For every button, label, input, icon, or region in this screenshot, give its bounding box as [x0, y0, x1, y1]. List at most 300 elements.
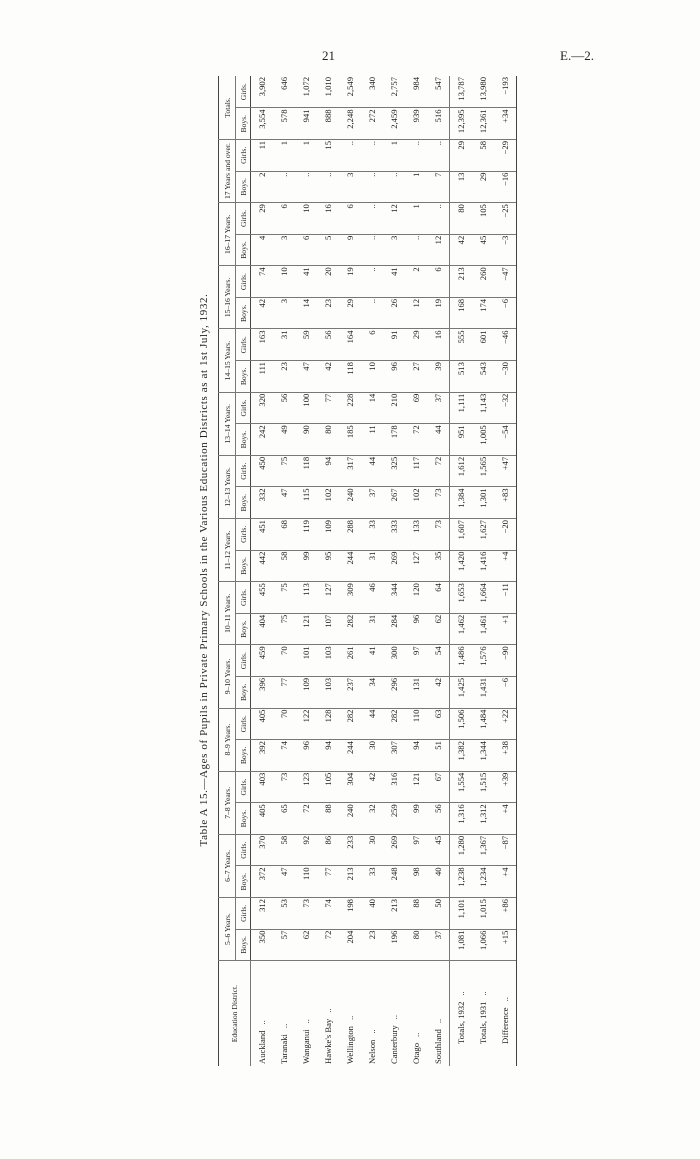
district-label: Otago [411, 1042, 421, 1064]
table-cell: 62 [427, 613, 450, 645]
table-cell: 73 [427, 519, 450, 551]
table-cell: 57 [273, 929, 295, 961]
table-cell: −193 [494, 76, 517, 108]
table-cell: 392 [251, 740, 274, 772]
table-cell: 58 [273, 834, 295, 866]
table-cell: 75 [273, 613, 295, 645]
district-name [450, 961, 473, 1066]
table-cell: 73 [295, 898, 317, 930]
table-cell: 29 [450, 140, 473, 172]
table-title: Table A 15.—Ages of Pupils in Private Primary Schools in the Various Education Districts as at 1st July, 1932. [198, 293, 210, 847]
table-cell: 74 [317, 898, 339, 930]
district-name [361, 961, 383, 1066]
dot-leader: .. [367, 1029, 377, 1034]
table-cell: 2,549 [339, 76, 361, 108]
table-cell: 80 [405, 929, 427, 961]
table-cell: −11 [494, 582, 517, 614]
table-cell: 23 [361, 929, 383, 961]
table-cell: 9 [339, 234, 361, 266]
age-group-header: 11–12 Years. [219, 519, 236, 582]
district-label: Wanganui [301, 1029, 311, 1064]
table-cell: 77 [317, 866, 339, 898]
girls-header: Girls. [236, 898, 251, 930]
table-cell: 97 [405, 834, 427, 866]
age-group-header: 9–10 Years. [219, 645, 236, 708]
table-cell: 92 [295, 834, 317, 866]
table-cell: 42 [427, 676, 450, 708]
table-cell: .. [427, 140, 450, 172]
table-cell: 242 [251, 424, 274, 456]
table-cell: 16 [317, 203, 339, 235]
table-cell: 1 [405, 203, 427, 235]
table-cell: 10 [295, 203, 317, 235]
table-cell: .. [405, 140, 427, 172]
district-label: Totals, 1932 [456, 1001, 466, 1044]
table-cell: 282 [339, 613, 361, 645]
table-cell: 1,316 [450, 803, 473, 835]
table-cell: 10 [361, 361, 383, 393]
table-cell: 77 [317, 392, 339, 424]
table-cell: 80 [450, 203, 473, 235]
table-cell: 46 [361, 582, 383, 614]
table-cell: −54 [494, 424, 517, 456]
table-cell: 451 [251, 519, 274, 551]
dot-leader: .. [279, 1023, 289, 1029]
table-cell: 103 [317, 645, 339, 677]
table-cell: 19 [339, 266, 361, 298]
table-cell: 29 [472, 171, 494, 203]
table-cell: 54 [427, 645, 450, 677]
table-cell: 404 [251, 613, 274, 645]
table-cell: 5 [317, 234, 339, 266]
age-group-header: 13–14 Years. [219, 392, 236, 455]
table-cell: 272 [361, 108, 383, 140]
boys-header: Boys. [236, 929, 251, 961]
table-cell: .. [427, 203, 450, 235]
table-cell: 27 [405, 361, 427, 393]
table-cell: 96 [295, 740, 317, 772]
table-cell: −25 [494, 203, 517, 235]
rotated-table-block [190, 70, 690, 1070]
table-cell: 45 [472, 234, 494, 266]
table-cell: 164 [339, 329, 361, 361]
table-cell: 45 [427, 834, 450, 866]
table-cell: +15 [494, 929, 517, 961]
table-cell: 555 [450, 329, 473, 361]
table-cell: 317 [339, 455, 361, 487]
dot-leader: .. [433, 1018, 443, 1024]
table-cell: 59 [295, 329, 317, 361]
table-cell: 204 [339, 929, 361, 961]
dot-leader: .. [500, 997, 510, 1002]
district-label: Auckland [257, 1030, 267, 1064]
age-group-header: 7–8 Years. [219, 771, 236, 834]
age-group-header: 17 Years and over. [219, 140, 236, 203]
table-row [251, 76, 274, 1066]
table-cell: 88 [317, 803, 339, 835]
table-cell: 33 [361, 519, 383, 551]
table-cell: 74 [273, 740, 295, 772]
boys-header: Boys. [236, 803, 251, 835]
table-cell: 23 [317, 297, 339, 329]
table-cell: 99 [295, 550, 317, 582]
table-cell: 58 [273, 550, 295, 582]
table-cell: 248 [383, 866, 405, 898]
girls-header: Girls. [236, 455, 251, 487]
table-cell: 1,506 [450, 708, 473, 740]
table-cell: 65 [273, 803, 295, 835]
table-cell: 951 [450, 424, 473, 456]
table-cell: 94 [405, 740, 427, 772]
column-sub-row [236, 76, 251, 1066]
ages-table [218, 76, 517, 1066]
table-cell: 4 [251, 234, 274, 266]
table-cell: 1,367 [472, 834, 494, 866]
table-cell: 244 [339, 740, 361, 772]
table-cell: 312 [251, 898, 274, 930]
table-cell: 41 [383, 266, 405, 298]
table-cell: 288 [339, 519, 361, 551]
table-cell: 6 [295, 234, 317, 266]
table-cell: 1,565 [472, 455, 494, 487]
table-cell: 127 [317, 582, 339, 614]
table-cell: 646 [273, 76, 295, 108]
table-cell: 259 [383, 803, 405, 835]
table-cell: 47 [273, 866, 295, 898]
table-cell: 75 [273, 582, 295, 614]
table-cell: +34 [494, 108, 517, 140]
table-cell: 14 [361, 392, 383, 424]
table-cell: 31 [273, 329, 295, 361]
table-cell: 13,787 [450, 76, 473, 108]
table-cell: 233 [339, 834, 361, 866]
table-cell: 888 [317, 108, 339, 140]
dot-leader: .. [478, 991, 488, 996]
table-cell: 6 [427, 266, 450, 298]
table-cell: 198 [339, 898, 361, 930]
document-code: E.—2. [560, 48, 594, 63]
table-cell: 39 [427, 361, 450, 393]
table-cell: 13,980 [472, 76, 494, 108]
table-row [317, 76, 339, 1066]
table-cell: 240 [339, 803, 361, 835]
table-cell: 1,486 [450, 645, 473, 677]
table-cell: 120 [405, 582, 427, 614]
table-cell: 213 [383, 898, 405, 930]
table-cell: 1,425 [450, 676, 473, 708]
table-cell: 42 [317, 361, 339, 393]
table-row [494, 76, 517, 1066]
table-cell: 316 [383, 771, 405, 803]
table-cell: 1,344 [472, 740, 494, 772]
table-cell: .. [361, 297, 383, 329]
table-cell: 1,382 [450, 740, 473, 772]
table-cell: 72 [405, 424, 427, 456]
table-cell: .. [361, 140, 383, 172]
table-cell: 1,416 [472, 550, 494, 582]
table-cell: 37 [361, 487, 383, 519]
table-cell: 29 [405, 329, 427, 361]
table-cell: 70 [273, 708, 295, 740]
girls-header: Girls. [236, 645, 251, 677]
table-cell: 95 [317, 550, 339, 582]
table-cell: 62 [295, 929, 317, 961]
table-cell: 23 [273, 361, 295, 393]
table-cell: 50 [427, 898, 450, 930]
table-cell: 69 [405, 392, 427, 424]
dot-leader: .. [323, 1008, 333, 1013]
girls-header: Girls. [236, 329, 251, 361]
table-cell: 109 [295, 676, 317, 708]
table-cell: 1,484 [472, 708, 494, 740]
table-cell: 300 [383, 645, 405, 677]
table-cell: 77 [273, 676, 295, 708]
table-cell: 269 [383, 550, 405, 582]
table-cell: 2 [405, 266, 427, 298]
table-cell: 72 [295, 803, 317, 835]
table-cell: 325 [383, 455, 405, 487]
table-cell: 1,554 [450, 771, 473, 803]
column-group-row [219, 76, 236, 1066]
table-cell: 282 [339, 708, 361, 740]
table-cell: 1,462 [450, 613, 473, 645]
table-cell: 12 [383, 203, 405, 235]
table-cell: +4 [494, 866, 517, 898]
age-group-header: 8–9 Years. [219, 708, 236, 771]
table-cell: 96 [405, 613, 427, 645]
table-cell: 117 [405, 455, 427, 487]
table-cell: 121 [295, 613, 317, 645]
table-cell: 94 [317, 455, 339, 487]
table-cell: 94 [317, 740, 339, 772]
table-cell: 42 [251, 297, 274, 329]
table-cell: 41 [361, 645, 383, 677]
table-cell: 12 [405, 297, 427, 329]
table-cell: 450 [251, 455, 274, 487]
table-cell: 31 [361, 613, 383, 645]
age-group-header: Totals. [219, 76, 236, 140]
table-cell: 396 [251, 676, 274, 708]
table-cell: 3 [383, 234, 405, 266]
table-cell: 1,072 [295, 76, 317, 108]
table-cell: 196 [383, 929, 405, 961]
table-cell: 210 [383, 392, 405, 424]
table-cell: 127 [405, 550, 427, 582]
table-cell: 1,431 [472, 676, 494, 708]
table-cell: 340 [361, 76, 383, 108]
table-cell: 332 [251, 487, 274, 519]
table-cell: 101 [295, 645, 317, 677]
age-group-header: 10–11 Years. [219, 582, 236, 645]
table-cell: 269 [383, 834, 405, 866]
table-cell: 1,653 [450, 582, 473, 614]
table-cell: 2,459 [383, 108, 405, 140]
table-cell: 1 [383, 140, 405, 172]
boys-header: Boys. [236, 297, 251, 329]
boys-header: Boys. [236, 613, 251, 645]
table-cell: 3 [273, 234, 295, 266]
table-cell: 1,627 [472, 519, 494, 551]
table-cell: 86 [317, 834, 339, 866]
age-group-header: 12–13 Years. [219, 455, 236, 518]
table-cell: 123 [295, 771, 317, 803]
table-cell: 13 [450, 171, 473, 203]
table-cell: +83 [494, 487, 517, 519]
table-cell: 72 [317, 929, 339, 961]
table-cell: 99 [405, 803, 427, 835]
table-cell: 228 [339, 392, 361, 424]
table-cell: 133 [405, 519, 427, 551]
table-cell: −6 [494, 676, 517, 708]
girls-header: Girls. [236, 771, 251, 803]
table-cell: 213 [339, 866, 361, 898]
table-cell: 1,143 [472, 392, 494, 424]
table-cell: +47 [494, 455, 517, 487]
table-cell: 405 [251, 803, 274, 835]
table-cell: 30 [361, 740, 383, 772]
table-cell: 49 [273, 424, 295, 456]
table-cell: 56 [317, 329, 339, 361]
table-cell: 296 [383, 676, 405, 708]
table-cell: 74 [251, 266, 274, 298]
table-cell: 118 [339, 361, 361, 393]
table-cell: 1,461 [472, 613, 494, 645]
table-cell: 26 [383, 297, 405, 329]
table-row [383, 76, 405, 1066]
table-cell: 34 [361, 676, 383, 708]
table-cell: 185 [339, 424, 361, 456]
table-cell: 73 [427, 487, 450, 519]
table-cell: 32 [361, 803, 383, 835]
district-label: Canterbury [389, 1025, 399, 1064]
table-cell: 939 [405, 108, 427, 140]
dot-leader: .. [389, 1015, 399, 1020]
table-cell: −30 [494, 361, 517, 393]
table-cell: 3 [339, 171, 361, 203]
table-row [427, 76, 450, 1066]
boys-header: Boys. [236, 108, 251, 140]
table-cell: 111 [251, 361, 274, 393]
girls-header: Girls. [236, 708, 251, 740]
table-cell: +4 [494, 803, 517, 835]
table-cell: 244 [339, 550, 361, 582]
district-name [494, 961, 517, 1066]
table-cell: +1 [494, 613, 517, 645]
table-cell: 1,015 [472, 898, 494, 930]
table-cell: 10 [273, 266, 295, 298]
table-row [450, 76, 473, 1066]
table-cell: 75 [273, 455, 295, 487]
table-cell: 37 [427, 929, 450, 961]
table-cell: −90 [494, 645, 517, 677]
table-cell: .. [383, 171, 405, 203]
table-cell: 260 [472, 266, 494, 298]
district-name [427, 961, 450, 1066]
table-cell: 307 [383, 740, 405, 772]
table-cell: 941 [295, 108, 317, 140]
table-cell: 309 [339, 582, 361, 614]
table-cell: 47 [273, 487, 295, 519]
table-cell: 6 [273, 203, 295, 235]
table-cell: .. [339, 140, 361, 172]
table-cell: 119 [295, 519, 317, 551]
table-container [218, 76, 517, 1066]
table-cell: 372 [251, 866, 274, 898]
table-cell: −20 [494, 519, 517, 551]
table-cell: 1 [295, 140, 317, 172]
table-row [405, 76, 427, 1066]
table-cell: 1,101 [450, 898, 473, 930]
table-cell: −16 [494, 171, 517, 203]
table-cell: 1,576 [472, 645, 494, 677]
girls-header: Girls. [236, 834, 251, 866]
district-label: Southland [433, 1029, 443, 1064]
table-cell: 51 [427, 740, 450, 772]
table-cell: 91 [383, 329, 405, 361]
table-cell: 333 [383, 519, 405, 551]
boys-header: Boys. [236, 361, 251, 393]
table-cell: 1,515 [472, 771, 494, 803]
boys-header: Boys. [236, 424, 251, 456]
table-cell: 72 [427, 455, 450, 487]
table-cell: 174 [472, 297, 494, 329]
dot-leader: .. [345, 1015, 355, 1021]
table-cell: 168 [450, 297, 473, 329]
table-cell: 1,612 [450, 455, 473, 487]
district-name [383, 961, 405, 1066]
table-cell: 115 [295, 487, 317, 519]
table-cell: 19 [427, 297, 450, 329]
district-label: Hawke's Bay [323, 1018, 333, 1064]
table-row [295, 76, 317, 1066]
girls-header: Girls. [236, 76, 251, 108]
table-cell: 103 [317, 676, 339, 708]
table-cell: 122 [295, 708, 317, 740]
table-cell: 213 [450, 266, 473, 298]
table-cell: 56 [273, 392, 295, 424]
district-header: Education District. [219, 961, 251, 1066]
table-cell: 2 [251, 171, 274, 203]
table-cell: 2,248 [339, 108, 361, 140]
dot-leader: .. [411, 1032, 421, 1037]
table-cell: 33 [361, 866, 383, 898]
district-name [339, 961, 361, 1066]
age-group-header: 5–6 Years. [219, 898, 236, 961]
table-cell: 11 [251, 140, 274, 172]
age-group-header: 6–7 Years. [219, 834, 236, 897]
table-cell: 131 [405, 676, 427, 708]
table-cell: 403 [251, 771, 274, 803]
table-cell: 1,234 [472, 866, 494, 898]
table-cell: 80 [317, 424, 339, 456]
dot-leader: .. [456, 991, 466, 996]
girls-header: Girls. [236, 140, 251, 172]
table-cell: 1,420 [450, 550, 473, 582]
table-cell: 163 [251, 329, 274, 361]
table-cell: 1 [273, 140, 295, 172]
girls-header: Girls. [236, 392, 251, 424]
table-cell: 1,280 [450, 834, 473, 866]
table-cell: 44 [361, 708, 383, 740]
table-cell: 547 [427, 76, 450, 108]
table-cell: 178 [383, 424, 405, 456]
district-label: Nelson [367, 1039, 377, 1064]
table-cell: 601 [472, 329, 494, 361]
table-body [251, 76, 517, 1066]
district-name [472, 961, 494, 1066]
dot-leader: .. [257, 1020, 267, 1025]
table-cell: 6 [361, 329, 383, 361]
